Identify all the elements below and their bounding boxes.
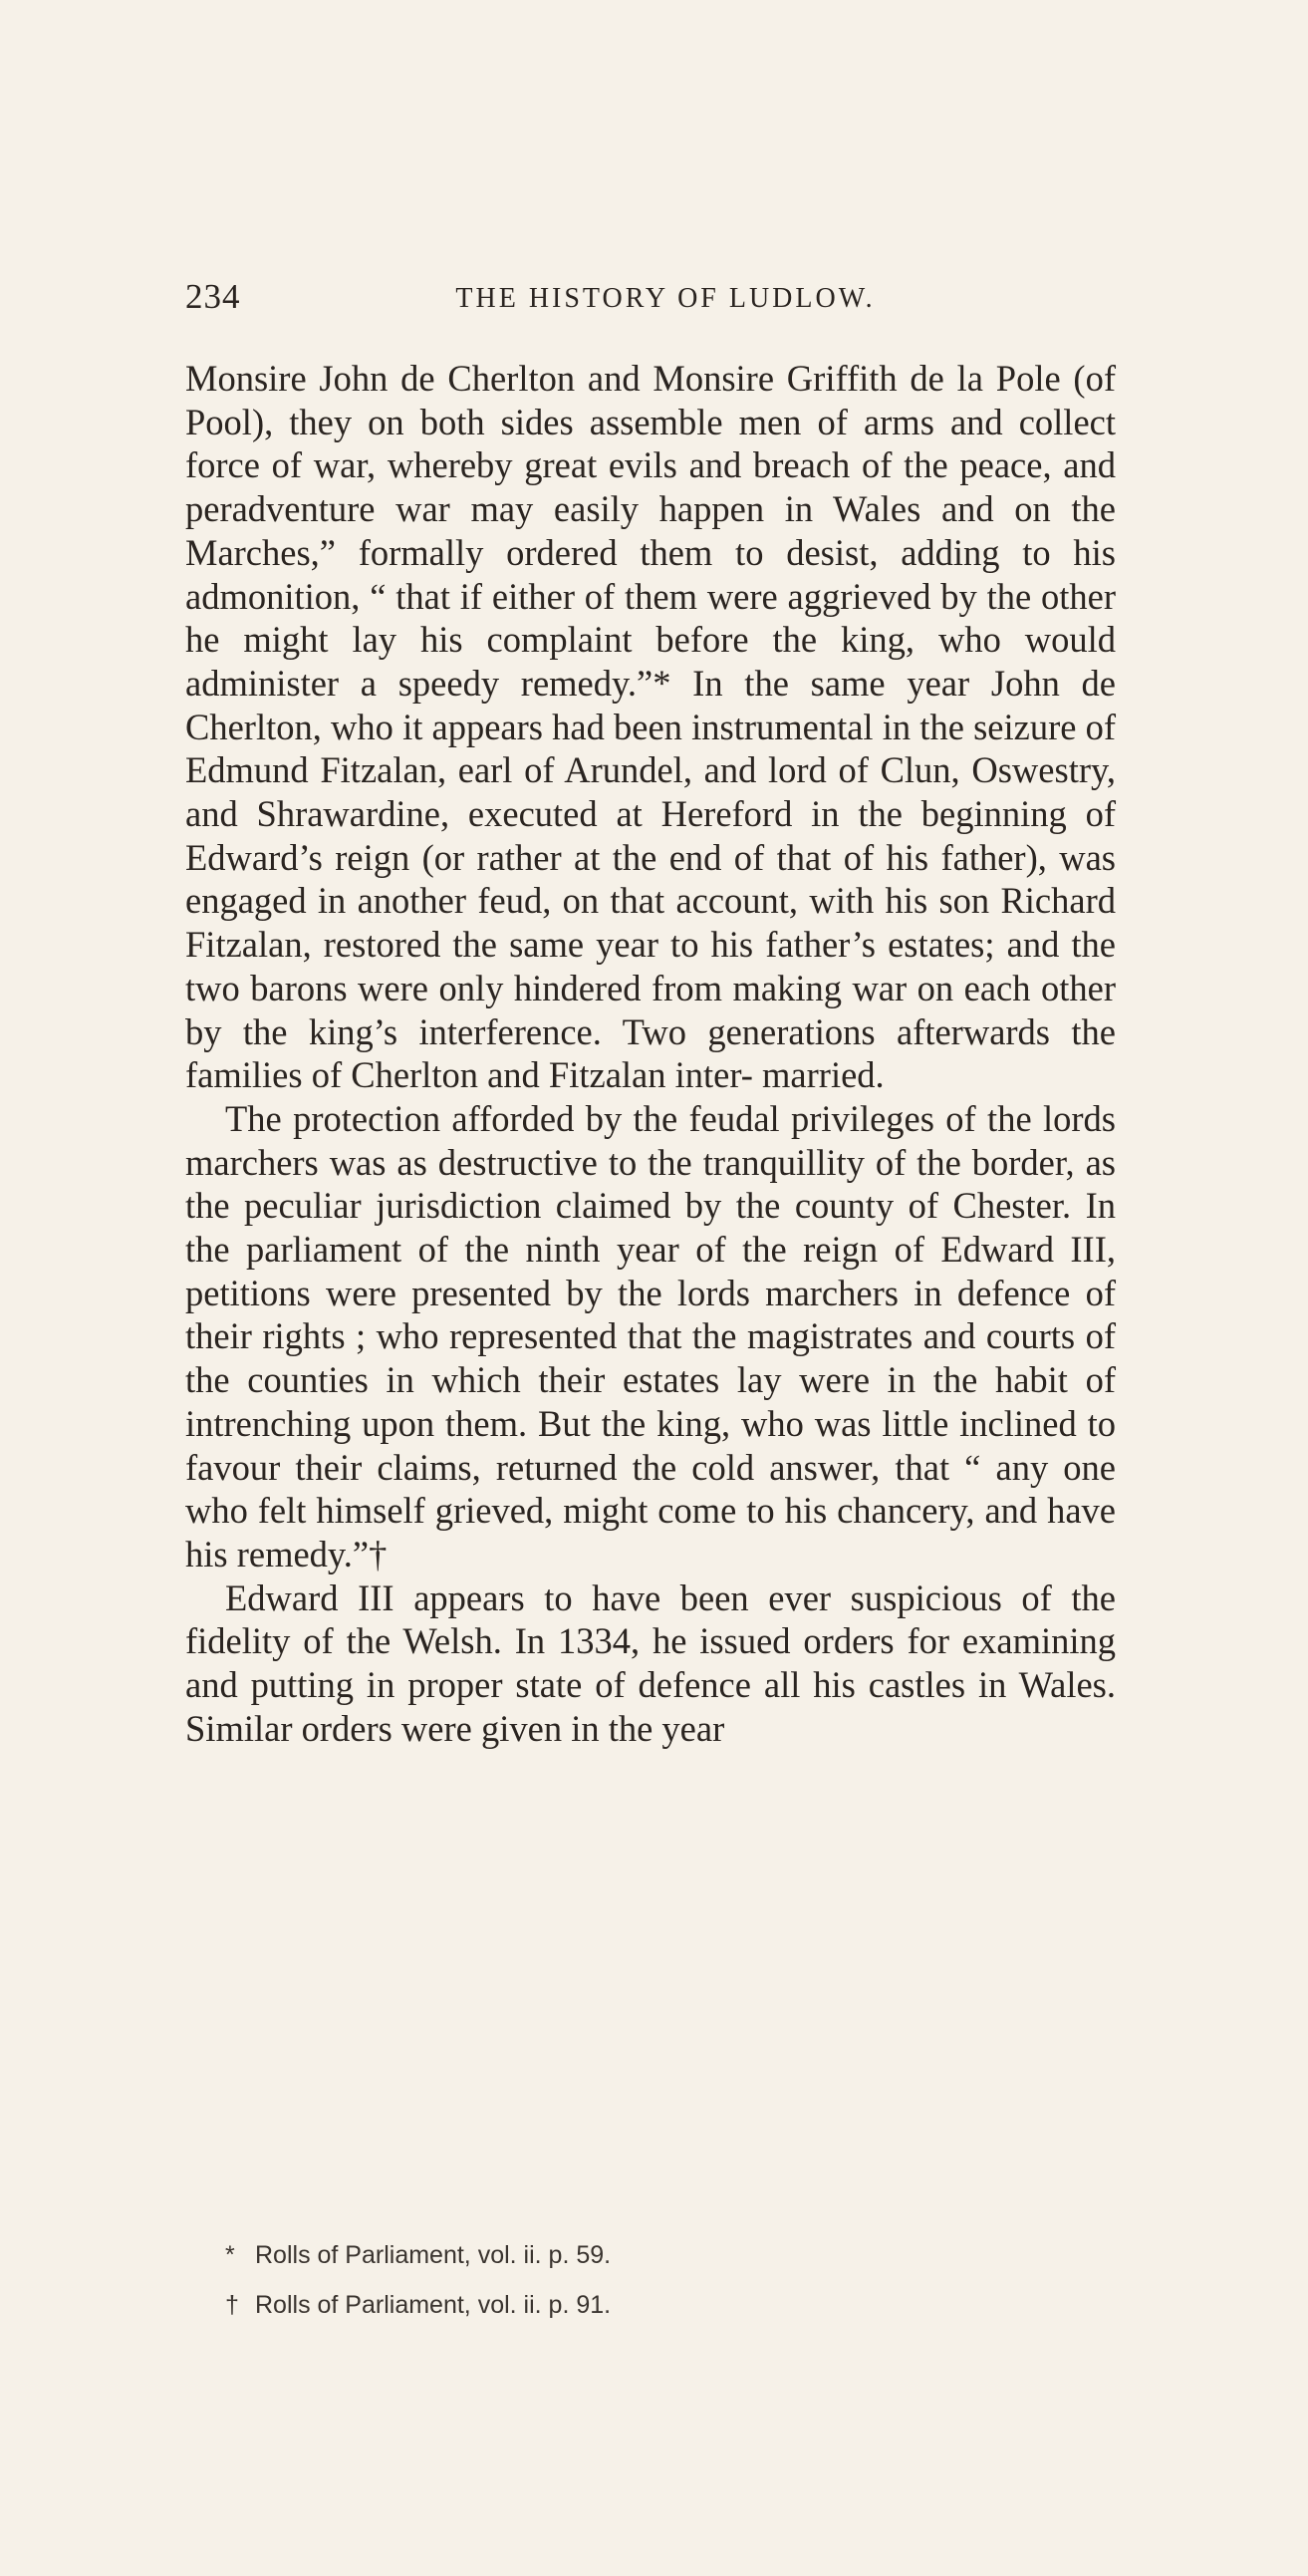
body-text (185, 357, 1116, 1751)
footnote-text: Rolls of Parliament, vol. ii. p. 59. (255, 2241, 612, 2269)
paragraph-1: Monsire John de Cherlton and Monsire Griffith de la Pole (of Pool), they on both sides assemble men of arms and collect force of war, whereby great evils and breach of the peace, and peradventure war may easily happen in Wales and on the Marches,” formally ordered them to desist, adding to his admonition, “ that if either of them were aggrieved by the other he might lay his complaint before the king, who would administer a speedy remedy.”* In the same year John de Cherlton, who it appears had been instrumental in the seizure of Edmund Fitzalan, earl of Arundel, and lord of Clun, Oswestry, and Shrawardine, executed at Hereford in the beginning of Edward’s reign (or rather at the end of that of his father), was engaged in another feud, on that account, with his son Richard Fitzalan, restored the same year to his father’s estates; and the two barons were only hindered from making war on each other by the king’s interference. Two generations afterwards the families of Cherlton and Fitzalan inter- married. (185, 358, 1116, 1096)
page-number: 234 (185, 277, 241, 316)
footnote-text: Rolls of Parliament, vol. ii. p. 91. (255, 2291, 612, 2319)
footnote-mark: * (225, 2241, 235, 2269)
footnotes (225, 2230, 1102, 2330)
paragraph-2: The protection afforded by the feudal privileges of the lords marchers was as destructive to the tranquillity of the border, as the peculiar jurisdiction claimed by the county of Chester. In the parliament of the ninth year of the reign of Edward III, petitions were presented by the lords marchers in defence of their rights ; who represented that the magistrates and courts of the counties in which their estates lay were in the habit of intrenching upon them. But the king, who was little inclined to favour their claims, returned the cold answer, that “ any one who felt himself grieved, might come to his chancery, and have his remedy.”† (185, 1097, 1116, 1574)
footnote-2 (225, 2280, 1102, 2330)
paragraph-3: Edward III appears to have been ever suspicious of the fidelity of the Welsh. In 1334, he issued orders for examining and putting in proper state of defence all his castles in Wales. Similar orders were given in the year (185, 1576, 1116, 1749)
footnote-1 (225, 2230, 1102, 2280)
running-head: THE HISTORY OF LUDLOW. (455, 283, 876, 314)
page-header (185, 277, 1116, 337)
footnote-mark: † (225, 2291, 239, 2319)
